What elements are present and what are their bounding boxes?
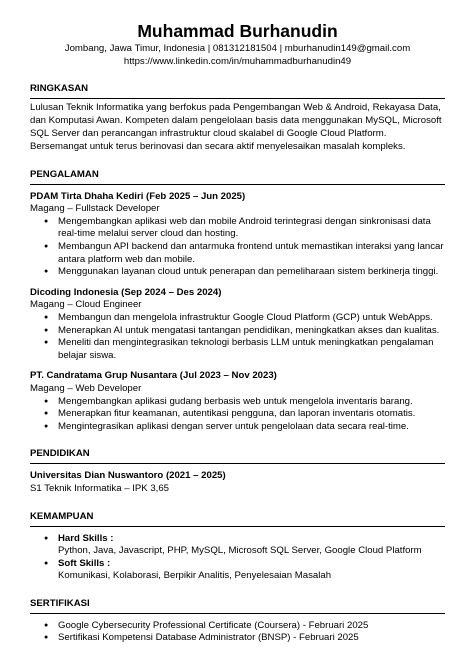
education-heading: Universitas Dian Nuswantoro (2021 – 2025) [30,470,226,482]
hard-skills-label: Hard Skills : [58,532,114,544]
job-role: Magang – Web Developer [30,382,142,394]
contact-line-location-phone-email: Jombang, Jawa Timur, Indonesia | 081312181504 | mburhanudin149@gmail.com [64,43,411,54]
certifications-list [30,620,445,645]
soft-skills-text: Komunikasi, Kolaborasi, Berpikir Analitis, Penyelesaian Masalah [58,570,332,582]
soft-skills-label: Soft Skills : [58,557,111,569]
section-title-certifications: SERTIFIKASI [30,597,90,609]
list-item: ● Google Cybersecurity Professional Certificate (Coursera) - Februari 2025 [30,620,445,633]
list-item: ● Menerapkan AI untuk mengatasi tantangan pendidikan, meningkatkan akses dan kualitas. [30,325,445,338]
hard-skills-text: Python, Java, Javascript, PHP, MySQL, Microsoft SQL Server, Google Cloud Platform [58,545,422,557]
list-item: ● Menerapkan fitur keamanan, autentikasi pengguna, dan laporan inventaris otomatis. [30,408,445,421]
summary-text: Lulusan Teknik Informatika yang berfokus pada Pengembangan Web & Android, Rekayasa Data, dan Komputasi Awan. Kompeten dalam pengelolaan basis data menggunakan MySQL, Microsoft SQL Server dan perancangan infrastruktur cloud skalabel di Google Cloud Platform. Bersemangat untuk terus berinovasi dan secara aktif menyelesaikan masalah kompleks. [30,102,442,152]
section-title-summary: RINGKASAN [30,83,89,94]
job-bullets [30,216,445,279]
education-detail: S1 Teknik Informatika – IPK 3,65 [30,482,170,494]
list-item: ● Mengembangkan aplikasi gudang berbasis web untuk mengelola inventaris barang. [30,396,445,409]
section-divider [30,98,445,99]
list-item: ● Sertifikasi Kompetensi Database Administrator (BNSP) - Februari 2025 [30,632,445,645]
linkedin-link[interactable]: https://www.linkedin.com/in/muhammadburhanudin49 [123,55,352,67]
experience-entry [30,370,445,433]
job-heading: PDAM Tirta Dhaha Kediri (Feb 2025 – Jun 2025) [30,190,246,202]
job-role: Magang – Fullstack Developer [30,203,160,215]
contact-info [30,43,445,68]
list-item: ● Menggunakan layanan cloud untuk penerapan dan pemeliharaan sistem berkinerja tinggi. [30,266,445,279]
education-entry [30,470,445,495]
list-item [30,533,445,558]
list-item: ● Meneliti dan mengintegrasikan teknologi berbasis LLM untuk meningkatkan pengalaman belajar siswa. [30,337,445,362]
section-title-skills: KEMAMPUAN [30,510,94,522]
job-heading: Dicoding Indonesia (Sep 2024 – Des 2024) [30,286,222,298]
experience-entry [30,287,445,363]
section-divider [30,463,445,464]
experience-entry [30,191,445,279]
job-bullets [30,396,445,434]
list-item: ● Mengintegrasikan aplikasi dengan server untuk pengelolaan data secara real-time. [30,421,445,434]
list-item [30,558,445,583]
list-item: ● Membangun API backend dan antarmuka frontend untuk memastikan interaksi yang lancar antara platform web dan mobile. [30,241,445,266]
candidate-name: Muhammad Burhanudin [137,21,338,41]
section-title-education: PENDIDIKAN [30,448,90,460]
section-divider [30,184,445,185]
skills-list [30,533,445,583]
job-role: Magang – Cloud Engineer [30,299,142,311]
list-item: ● Mengembangkan aplikasi web dan mobile Android terintegrasi dengan sinkronisasi data real-time melalui server cloud dan hosting. [30,216,445,241]
section-title-experience: PENGALAMAN [30,168,99,180]
list-item: ● Membangun dan mengelola infrastruktur Google Cloud Platform (GCP) untuk WebApps. [30,312,445,325]
section-divider [30,613,445,614]
job-bullets [30,312,445,362]
job-heading: PT. Candratama Grup Nusantara (Jul 2023 – Nov 2023) [30,370,277,382]
section-divider [30,526,445,527]
